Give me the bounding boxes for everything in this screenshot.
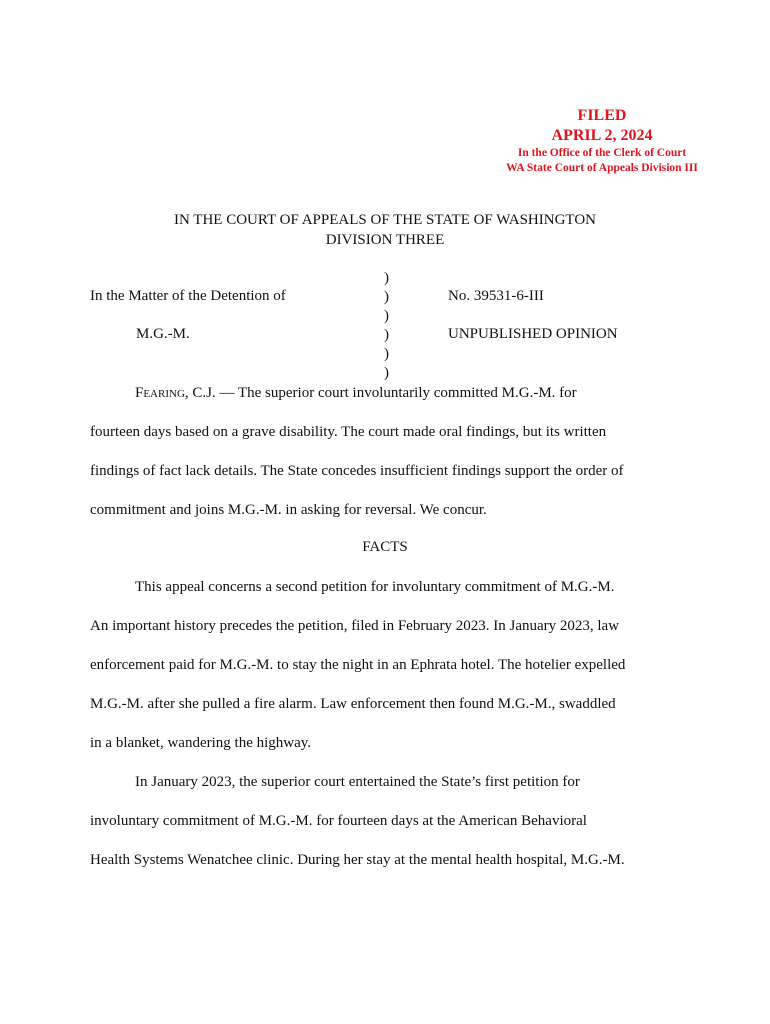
author-suffix: , C.J. — The superior court involuntarily committed M.G.-M. for	[184, 385, 577, 401]
court-division: DIVISION THREE	[325, 232, 445, 248]
facts-paragraph-1	[90, 568, 690, 763]
facts-line: This appeal concerns a second petition for involuntary commitment of M.G.-M.	[135, 579, 615, 595]
facts-line: involuntary commitment of M.G.-M. for fourteen days at the American Behavioral	[90, 813, 587, 829]
facts-paragraph-2	[90, 763, 690, 880]
intro-line-3: commitment and joins M.G.-M. in asking for reversal. We concur.	[90, 502, 487, 518]
paren: )	[384, 365, 389, 381]
stamp-court: WA State Court of Appeals Division III	[506, 162, 698, 174]
paren: )	[384, 289, 389, 305]
caption-matter: In the Matter of the Detention of	[90, 288, 286, 304]
intro-line-2: findings of fact lack details. The State concedes insufficient findings support the order of	[90, 463, 624, 479]
facts-line: Health Systems Wenatchee clinic. During her stay at the mental health hospital, M.G.-M.	[90, 852, 625, 868]
caption-party: M.G.-M.	[136, 326, 190, 342]
facts-line: enforcement paid for M.G.-M. to stay the night in an Ephrata hotel. The hotelier expelled	[90, 657, 626, 673]
case-number: No. 39531-6-III	[448, 288, 544, 304]
stamp-office: In the Office of the Clerk of Court	[517, 147, 687, 159]
paren: )	[384, 346, 389, 362]
opinion-type: UNPUBLISHED OPINION	[448, 326, 618, 342]
facts-line: in a blanket, wandering the highway.	[90, 735, 312, 751]
stamp-filed: FILED	[577, 107, 627, 124]
stamp-date: APRIL 2, 2024	[551, 127, 653, 144]
facts-heading: FACTS	[362, 539, 408, 555]
facts-line: An important history precedes the petition, filed in February 2023. In January 2023, law	[90, 618, 620, 634]
intro-line-1: fourteen days based on a grave disability. The court made oral findings, but its written	[90, 424, 607, 440]
filed-stamp	[470, 106, 734, 176]
court-name: IN THE COURT OF APPEALS OF THE STATE OF WASHINGTON	[174, 212, 596, 228]
facts-line: M.G.-M. after she pulled a fire alarm. Law enforcement then found M.G.-M., swaddled	[90, 696, 616, 712]
facts-line: In January 2023, the superior court entertained the State’s first petition for	[135, 774, 580, 790]
opinion-intro	[90, 374, 690, 530]
paren: )	[384, 270, 389, 286]
court-heading	[0, 210, 770, 250]
paren: )	[384, 308, 389, 324]
author-name: Fearing	[135, 385, 185, 401]
paren: )	[384, 327, 389, 343]
intro-line-0	[90, 374, 690, 413]
caption-parens	[384, 269, 389, 383]
